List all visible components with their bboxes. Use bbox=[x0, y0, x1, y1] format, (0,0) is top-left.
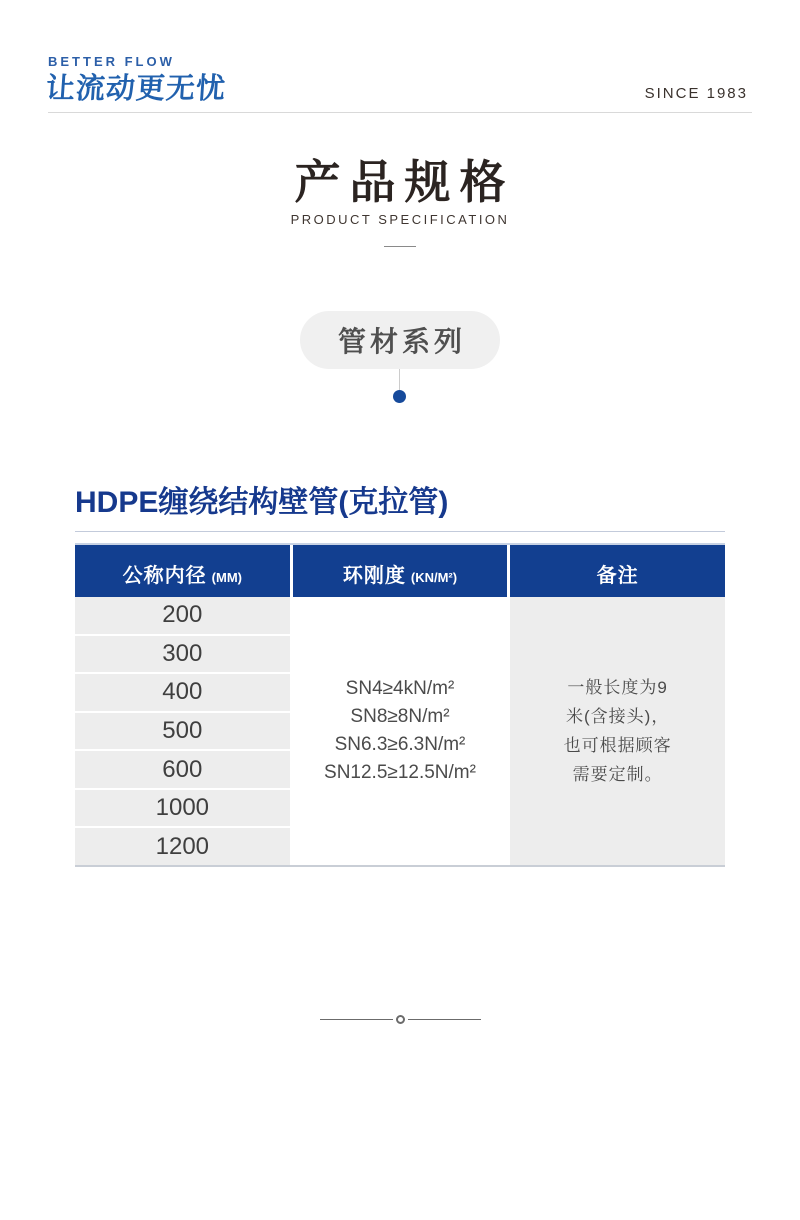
table-row: 600 bbox=[75, 751, 290, 790]
remark-line: 需要定制。 bbox=[572, 765, 663, 784]
header-divider bbox=[48, 112, 752, 113]
brand-tagline: BETTER FLOW bbox=[48, 54, 175, 69]
table-row: 500 bbox=[75, 713, 290, 752]
stiffness-line: SN6.3≥6.3N/m² bbox=[334, 734, 466, 755]
footer-ornament bbox=[0, 1015, 800, 1024]
ornament-line-right bbox=[408, 1019, 481, 1020]
table-row: 1000 bbox=[75, 790, 290, 829]
remark-line: 一般长度为9 bbox=[567, 678, 668, 697]
stiffness-line: SN4≥4kN/m² bbox=[345, 678, 455, 699]
page-subtitle: PRODUCT SPECIFICATION bbox=[290, 212, 510, 227]
section-heading: HDPE缠绕结构壁管(克拉管) bbox=[75, 486, 449, 519]
header-label-diameter: 公称内径 bbox=[122, 565, 207, 587]
header-cell-diameter bbox=[75, 545, 290, 597]
brand-logo: 让流动更无忧 bbox=[44, 73, 227, 105]
table-row: 1200 bbox=[75, 828, 290, 865]
subtitle-divider bbox=[384, 246, 416, 247]
table-row: 300 bbox=[75, 636, 290, 675]
diameter-column bbox=[75, 597, 290, 865]
header-unit-stiffness: (KN/M²) bbox=[410, 570, 458, 585]
table-row: 200 bbox=[75, 597, 290, 636]
header-label-stiffness: 环刚度 bbox=[342, 565, 406, 587]
badge-connector-line bbox=[399, 369, 400, 390]
remarks-merged-cell bbox=[510, 597, 725, 865]
stiffness-line: SN8≥8N/m² bbox=[350, 706, 450, 727]
header-unit-diameter: (MM) bbox=[211, 570, 242, 585]
accent-dot bbox=[393, 390, 406, 403]
page-title: 产品规格 bbox=[294, 156, 515, 208]
section-heading-divider bbox=[75, 531, 725, 532]
spec-table-header-row bbox=[75, 543, 725, 597]
spec-table bbox=[75, 543, 725, 867]
ornament-circle-icon bbox=[396, 1015, 405, 1024]
series-badge-label: 管材系列 bbox=[337, 326, 467, 357]
since-label: SINCE 1983 bbox=[644, 85, 748, 102]
stiffness-merged-cell bbox=[293, 597, 508, 865]
remark-line: 米(含接头)， bbox=[566, 707, 670, 726]
stiffness-line: SN12.5≥12.5N/m² bbox=[324, 762, 476, 783]
series-badge bbox=[300, 311, 500, 369]
header-cell-stiffness bbox=[293, 545, 508, 597]
remark-line: 也可根据顾客 bbox=[563, 736, 672, 755]
ornament-line-left bbox=[320, 1019, 393, 1020]
header-cell-remarks bbox=[510, 545, 725, 597]
spec-table-body bbox=[75, 597, 725, 867]
table-row: 400 bbox=[75, 674, 290, 713]
header-label-remarks: 备注 bbox=[596, 565, 639, 587]
